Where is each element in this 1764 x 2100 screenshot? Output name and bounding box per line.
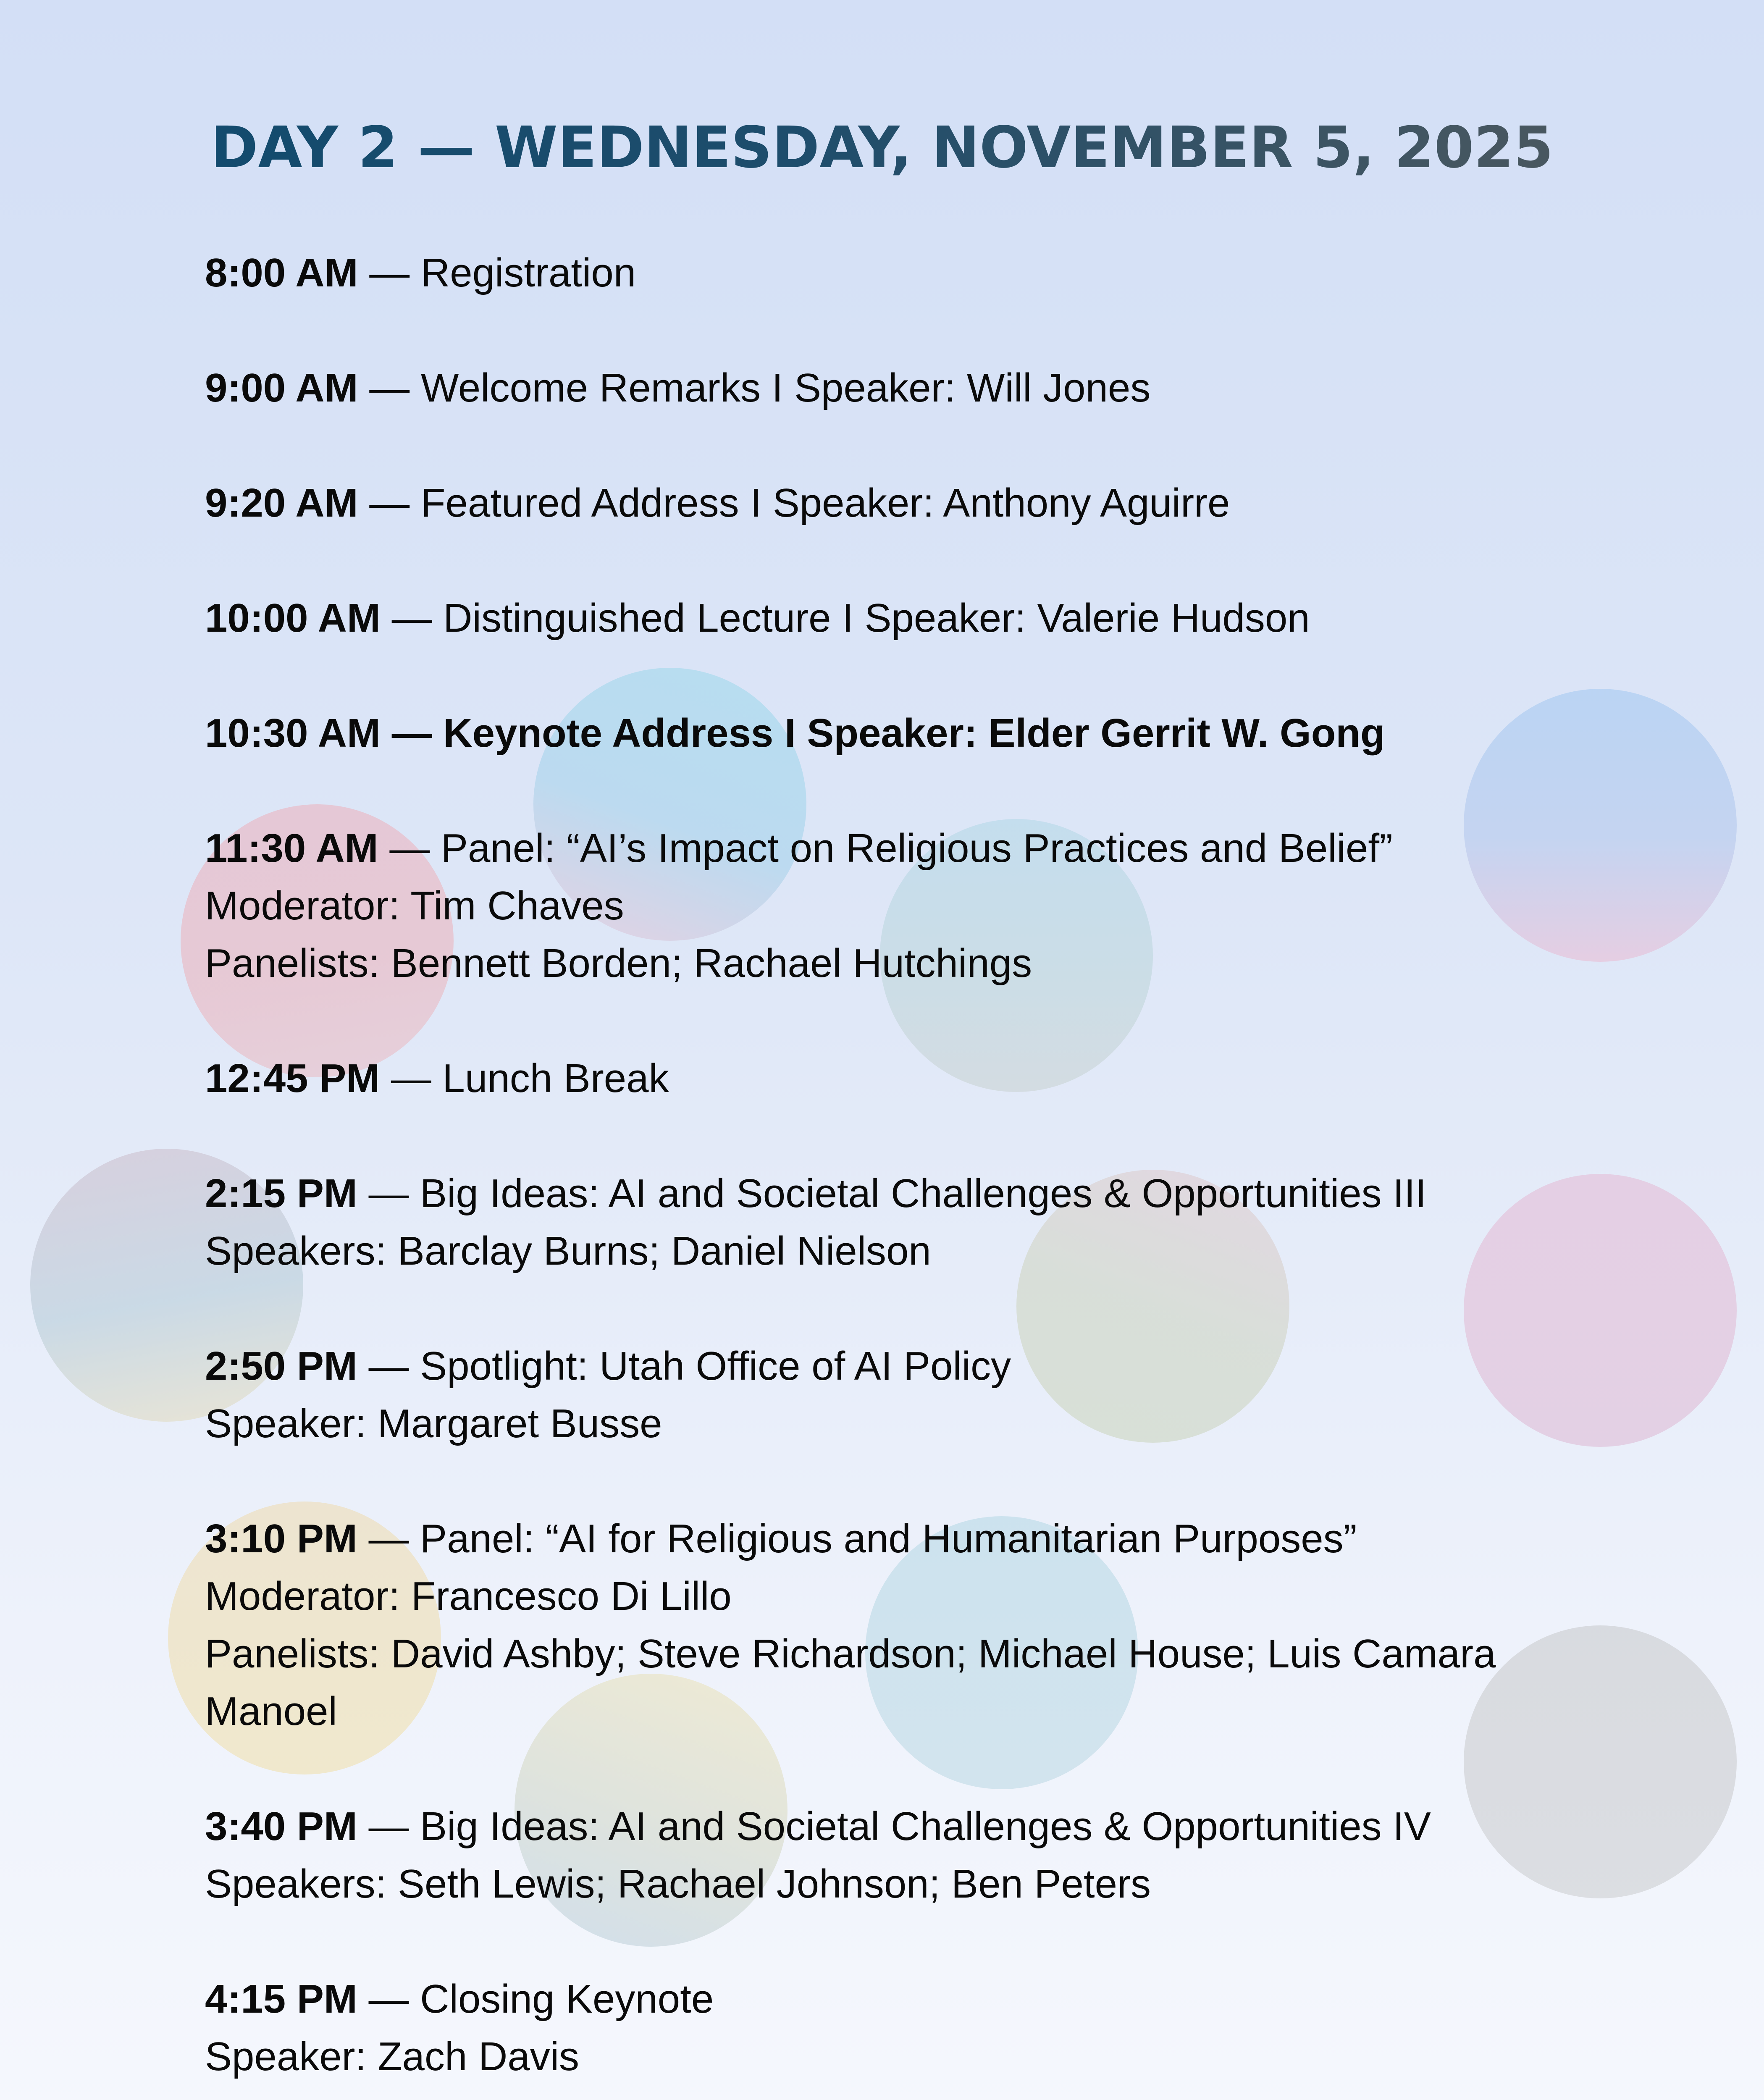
schedule-time: 2:15 PM (205, 1171, 357, 1216)
schedule-description: — Registration (358, 250, 636, 295)
schedule-description: — Closing Keynote (357, 1977, 714, 2021)
schedule-moderator: Moderator: Francesco Di Lillo (205, 1574, 732, 1619)
schedule-item-lunch-break (205, 1050, 1583, 1107)
schedule-description: — Welcome Remarks I Speaker: Will Jones (358, 365, 1151, 410)
schedule-speaker: Speaker: Margaret Busse (205, 1401, 662, 1446)
schedule-list (205, 244, 1583, 2100)
schedule-time: 10:00 AM (205, 596, 381, 640)
schedule-time: 9:00 AM (205, 365, 358, 410)
schedule-item-heading (205, 1337, 1583, 1395)
schedule-item-heading (205, 1510, 1583, 1567)
schedule-item-keynote-address (205, 704, 1583, 762)
schedule-item-big-ideas-iii (205, 1165, 1583, 1280)
schedule-item-big-ideas-iv (205, 1798, 1583, 1913)
schedule-time: 9:20 AM (205, 480, 358, 525)
schedule-item-heading (205, 819, 1583, 877)
schedule-time: 3:40 PM (205, 1804, 357, 1849)
schedule-time: 12:45 PM (205, 1056, 380, 1101)
schedule-item-spotlight (205, 1337, 1583, 1452)
schedule-description: — Distinguished Lecture I Speaker: Valerie Hudson (380, 596, 1310, 640)
schedule-time: 3:10 PM (205, 1516, 357, 1561)
schedule-moderator: Moderator: Tim Chaves (205, 883, 624, 928)
schedule-description: — Featured Address I Speaker: Anthony Aguirre (358, 480, 1230, 525)
schedule-time: 2:50 PM (205, 1344, 357, 1389)
schedule-description: — Keynote Address I Speaker: Elder Gerrit W. Gong (380, 711, 1385, 756)
schedule-item-humanitarian-panel (205, 1510, 1583, 1740)
schedule-description: — Spotlight: Utah Office of AI Policy (357, 1344, 1011, 1389)
schedule-item-religious-practices-panel (205, 819, 1583, 992)
schedule-item-heading (205, 1798, 1583, 1855)
schedule-time: 11:30 AM (205, 826, 378, 871)
schedule-time: 10:30 AM (205, 711, 381, 756)
schedule-description: — Lunch Break (380, 1056, 669, 1101)
schedule-item-welcome-remarks (205, 359, 1583, 417)
schedule-panelists: Panelists: Bennett Borden; Rachael Hutchings (205, 941, 1032, 986)
schedule-item-featured-address (205, 474, 1583, 532)
schedule-item-heading (205, 1970, 1583, 2028)
schedule-item-registration (205, 244, 1583, 302)
schedule-item-distinguished-lecture (205, 589, 1583, 647)
schedule-item-closing-keynote (205, 1970, 1583, 2085)
schedule-panelists: Panelists: David Ashby; Steve Richardson; Michael House; Luis Camara Manoel (205, 1631, 1496, 1734)
schedule-description: — Panel: “AI’s Impact on Religious Practices and Belief” (378, 826, 1393, 871)
schedule-speakers: Speakers: Seth Lewis; Rachael Johnson; Ben Peters (205, 1861, 1151, 1906)
schedule-time: 4:15 PM (205, 1977, 357, 2021)
schedule-description: — Big Ideas: AI and Societal Challenges & Opportunities III (357, 1171, 1427, 1216)
schedule-item-heading (205, 1165, 1583, 1222)
schedule-time: 8:00 AM (205, 250, 358, 295)
schedule-speaker: Speaker: Zach Davis (205, 2034, 580, 2079)
schedule-description: — Big Ideas: AI and Societal Challenges & Opportunities IV (357, 1804, 1431, 1849)
page-title: DAY 2 — WEDNESDAY, NOVEMBER 5, 2025 (0, 110, 1764, 186)
schedule-speakers: Speakers: Barclay Burns; Daniel Nielson (205, 1228, 931, 1273)
schedule-description: — Panel: “AI for Religious and Humanitarian Purposes” (357, 1516, 1357, 1561)
